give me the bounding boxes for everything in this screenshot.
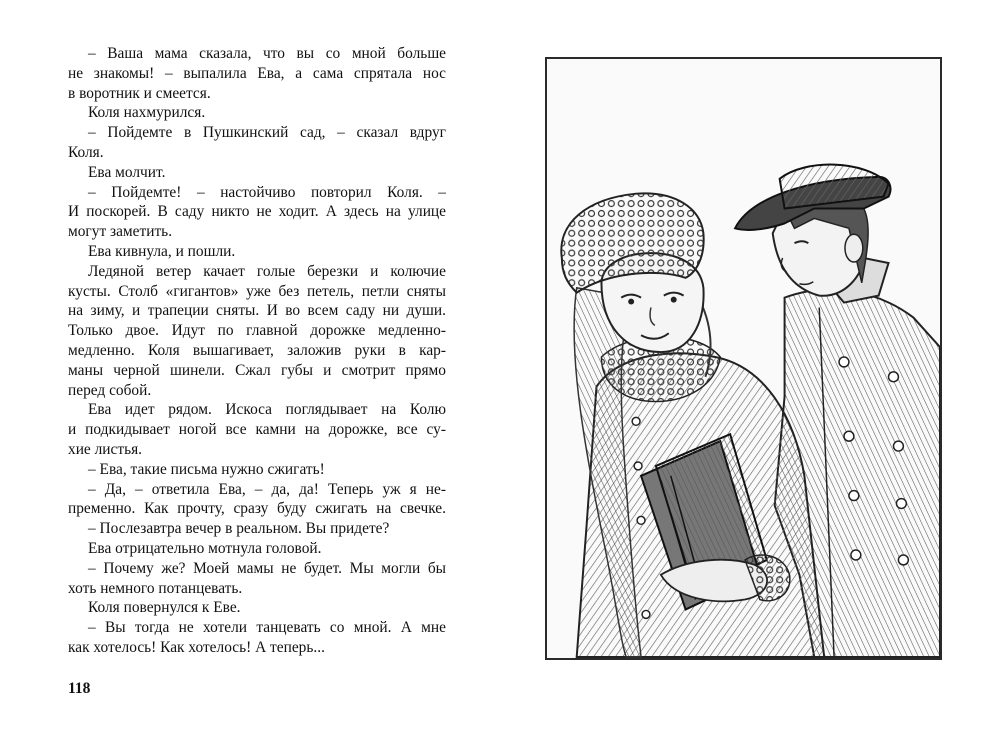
illustration xyxy=(545,57,942,660)
text-line: – Да, – ответила Ева, – да, да! Теперь уж я не- xyxy=(88,480,446,498)
text-line: – Почему же? Моей мамы не будет. Мы могли бы xyxy=(88,559,446,577)
text-line: перед собой. xyxy=(68,381,152,399)
text-line: хоть немного потанцевать. xyxy=(68,579,243,597)
text-line: в воротник и смеется. xyxy=(68,84,211,102)
pencil-sketch xyxy=(547,59,940,658)
text-line: Ева молчит. xyxy=(88,163,166,181)
text-line: – Вы тогда не хотели танцевать со мной. А мне xyxy=(88,619,446,637)
text-line: пременно. Как прочту, сразу буду сжигать на свечке. xyxy=(68,500,446,518)
text-line: и подкидывает ногой все камни на дорожке, все су- xyxy=(68,421,446,439)
text-line: Ева отрицательно мотнула головой. xyxy=(88,539,322,557)
text-line: Коля нахмурился. xyxy=(88,104,206,122)
text-line: маны черной шинели. Сжал губы и смотрит прямо xyxy=(68,361,446,379)
text-line: хие листья. xyxy=(68,440,143,458)
boy-ear xyxy=(845,234,863,262)
text-line: Ева идет рядом. Искоса поглядывает на Колю xyxy=(88,401,446,419)
text-line: Только двое. Идут по главной дорожке медленно- xyxy=(68,322,446,340)
text-line: как хотелось! Как хотелось! А теперь... xyxy=(68,638,325,656)
text-line: на зиму, и трапеции сняты. И во всем саду ни души. xyxy=(68,302,446,320)
page-number: 118 xyxy=(68,680,91,697)
text-line: – Пойдемте! – настойчиво повторил Коля. – xyxy=(88,183,446,201)
text-line: – Ева, такие письма нужно сжигать! xyxy=(88,460,325,478)
text-line: Ледяной ветер качает голые березки и колючие xyxy=(88,262,446,280)
text-line: – Послезавтра вечер в реальном. Вы придете? xyxy=(88,520,390,538)
text-line: Ева кивнула, и пошли. xyxy=(88,242,236,260)
text-line: – Пойдемте в Пушкинский сад, – сказал вдруг xyxy=(88,124,446,142)
text-line: могут заметить. xyxy=(68,223,173,241)
text-column xyxy=(68,44,446,658)
text-line: Коля. xyxy=(68,143,104,161)
text-line: – Ваша мама сказала, что вы со мной больше xyxy=(88,45,446,62)
text-line: кусты. Столб «гигантов» уже без петель, петли сняты xyxy=(68,282,446,300)
text-line: не знакомы! – выпалила Ева, а сама спрятала нос xyxy=(68,64,446,82)
text-line: Коля повернулся к Еве. xyxy=(88,599,241,617)
text-line: И поскорей. В саду никто не ходит. А здесь на улице xyxy=(68,203,446,221)
body-text xyxy=(68,44,446,658)
text-line: медленно. Коля вышагивает, заложив руки в кар- xyxy=(68,341,446,359)
